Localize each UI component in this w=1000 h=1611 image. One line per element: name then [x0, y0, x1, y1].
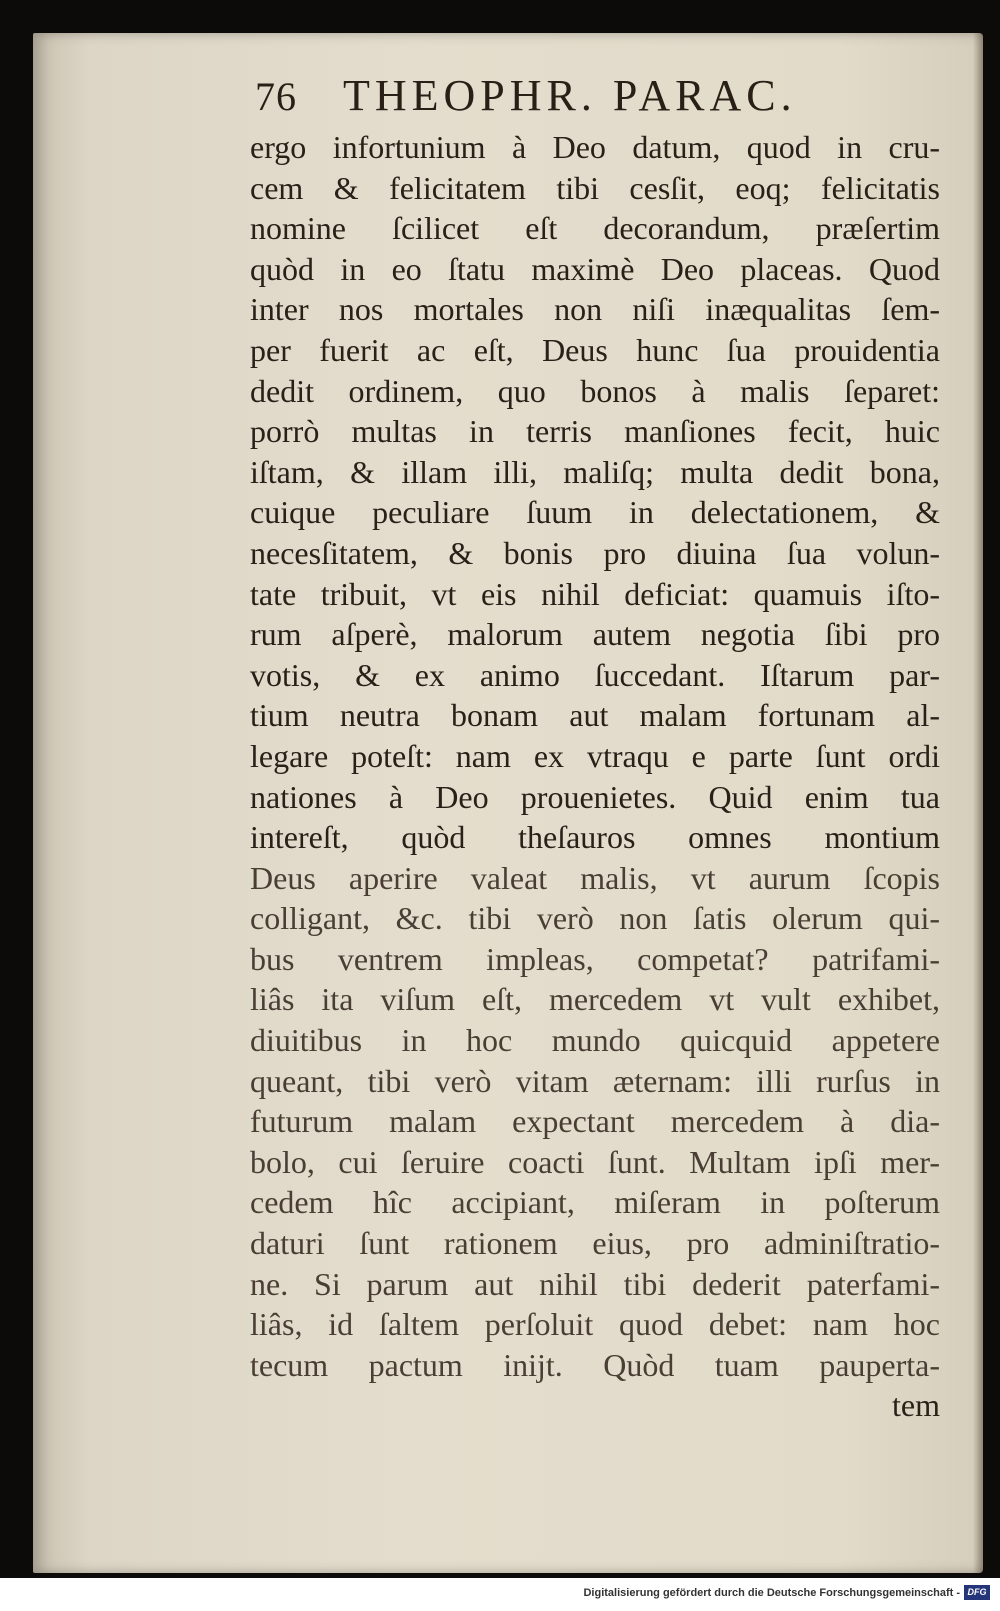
text-line: cem & felicitatem tibi cesſit, eoq; felicitatis: [250, 169, 940, 206]
text-line: nomine ſcilicet eſt decorandum, præſertim: [250, 210, 940, 247]
text-line: futurum malam expectant mercedem à dia-: [250, 1103, 940, 1140]
text-line: iſtam, & illam illi, maliſq; multa dedit bona,: [250, 453, 940, 490]
text-line: liâs ita viſum eſt, mercedem vt vult exhibet,: [250, 981, 940, 1018]
text-line: porrò multas in terris manſiones fecit, huic: [250, 413, 940, 450]
text-line: diuitibus in hoc mundo quicquid appetere: [250, 1022, 940, 1059]
text-line: nationes à Deo prouenietes. Quid enim tua: [250, 778, 940, 815]
dfg-logo: DFG: [964, 1585, 990, 1600]
text-line: ergo infortunium à Deo datum, quod in cru-: [250, 129, 940, 165]
text-line: ne. Si parum aut nihil tibi dederit paterfami-: [250, 1265, 940, 1302]
text-line: tium neutra bonam aut malam fortunam al-: [250, 697, 940, 734]
text-line: rum aſperè, malorum autem negotia ſibi pro: [250, 616, 940, 653]
text-line: legare poteſt: nam ex vtraqu e parte ſunt ordi: [250, 737, 940, 774]
page-number: 76: [255, 74, 297, 119]
digitization-footer: [0, 1578, 1000, 1611]
text-line: quòd in eo ſtatu maximè Deo placeas. Quod: [250, 250, 940, 287]
body-text: [250, 127, 940, 1426]
text-line: votis, & ex animo ſuccedant. Iſtarum par-: [250, 656, 940, 693]
text-line: inter nos mortales non niſi inæqualitas ſem-: [250, 291, 940, 328]
text-line: dedit ordinem, quo bonos à malis ſeparet:: [250, 372, 940, 409]
text-line: cuique peculiare ſuum in delectationem, &: [250, 494, 940, 531]
text-line: intereſt, quòd theſauros omnes montium: [250, 819, 940, 856]
text-line: per fuerit ac eſt, Deus hunc ſua prouidentia: [250, 331, 940, 368]
text-line: Deus aperire valeat malis, vt aurum ſcopis: [250, 859, 940, 896]
text-line: daturi ſunt rationem eius, pro adminiſtratio-: [250, 1225, 940, 1262]
text-line: bus ventrem impleas, competat? patrifami-: [250, 940, 940, 977]
text-line: tate tribuit, vt eis nihil deficiat: quamuis iſto-: [250, 575, 940, 612]
text-line: queant, tibi verò vitam æternam: illi rurſus in: [250, 1062, 940, 1099]
catchword: tem: [892, 1387, 940, 1424]
text-line: cedem hîc accipiant, miſeram in poſterum: [250, 1184, 940, 1221]
running-title: THEOPHR. PARAC.: [343, 71, 797, 120]
text-line: liâs, id ſaltem perſoluit quod debet: nam hoc: [250, 1306, 940, 1343]
text-line: bolo, cui ſeruire coacti ſunt. Multam ipſi mer-: [250, 1143, 940, 1180]
funding-credit: Digitalisierung gefördert durch die Deutsche Forschungsgemeinschaft -: [583, 1587, 960, 1599]
text-line: necesſitatem, & bonis pro diuina ſua volun-: [250, 534, 940, 571]
running-header: [255, 70, 880, 126]
text-line: colligant, &c. tibi verò non ſatis olerum qui-: [250, 900, 940, 937]
text-line: tecum pactum inijt. Quòd tuam pauperta-: [250, 1346, 940, 1383]
